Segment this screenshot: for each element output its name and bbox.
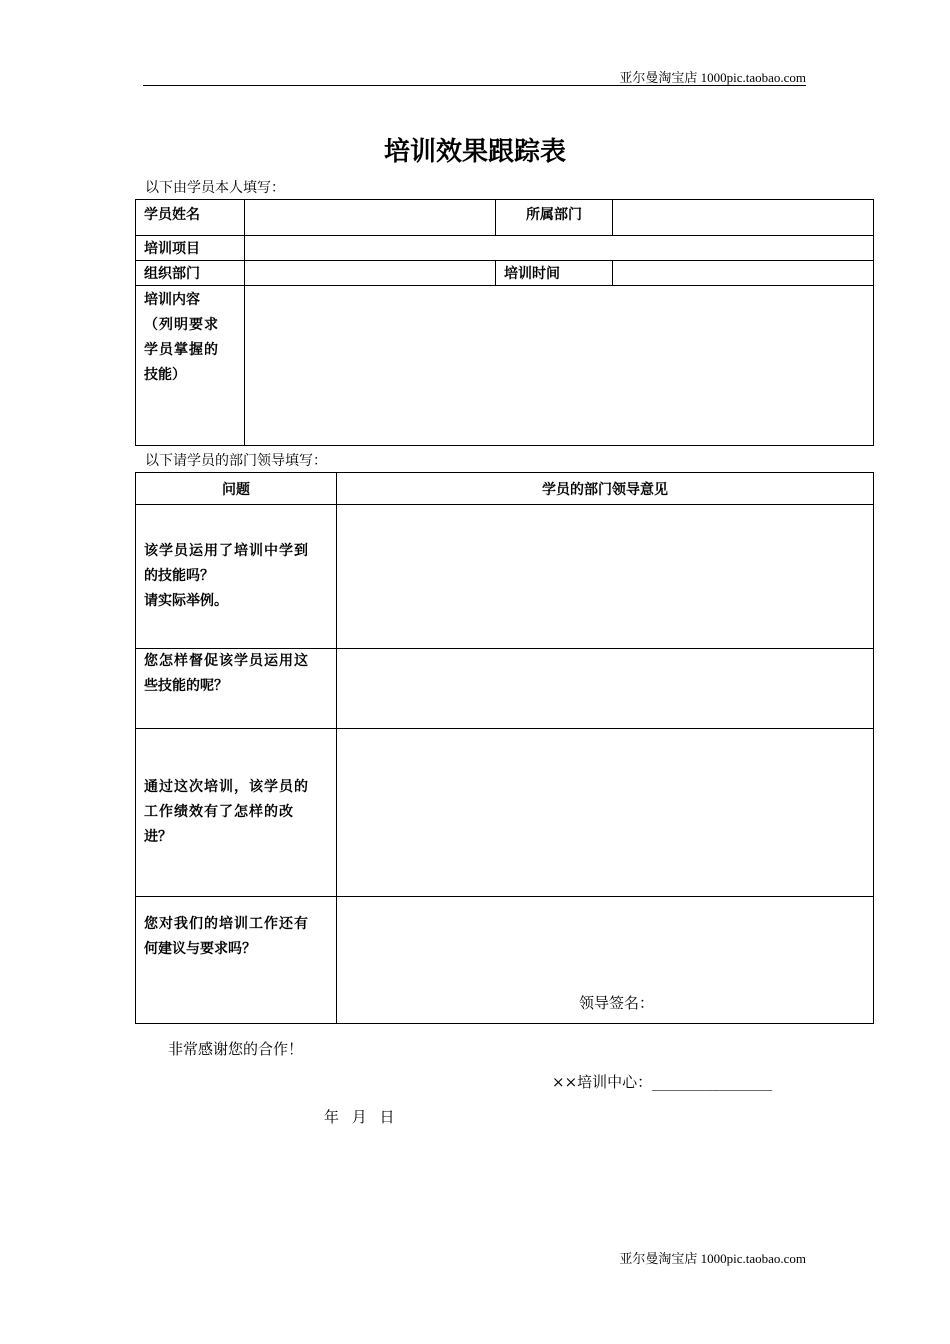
- question-4: [136, 897, 337, 1024]
- department-label: 所属部门: [496, 200, 613, 236]
- footer-shop-text: 亚尔曼淘宝店 1000pic.taobao.com: [619, 1251, 806, 1266]
- training-content-field[interactable]: [245, 286, 874, 446]
- header-shop-text: 亚尔曼淘宝店 1000pic.taobao.com: [619, 70, 806, 85]
- training-time-field[interactable]: [613, 261, 874, 286]
- answer-1-field[interactable]: [337, 505, 874, 649]
- training-project-label: 培训项目: [136, 236, 245, 261]
- student-name-field[interactable]: [245, 200, 496, 236]
- section1-note: 以下由学员本人填写：: [145, 180, 285, 196]
- training-time-label: 培训时间: [496, 261, 613, 286]
- question-1: [136, 505, 337, 649]
- question-line: 您怎样督促该学员运用这: [144, 653, 309, 669]
- student-name-label: 学员姓名: [136, 200, 245, 236]
- organizing-dept-field[interactable]: [245, 261, 496, 286]
- page-title: 培训效果跟踪表: [383, 137, 566, 167]
- training-project-field[interactable]: [245, 236, 874, 261]
- question-column-header: 问题: [136, 473, 337, 505]
- question-3: [136, 729, 337, 897]
- question-line: 工作绩效有了怎样的改: [144, 804, 294, 820]
- question-line: 的技能吗？: [144, 568, 214, 584]
- date-line: 年 月 日: [324, 1108, 395, 1126]
- training-content-label: [136, 286, 245, 446]
- section2-note: 以下请学员的部门领导填写：: [145, 453, 327, 469]
- student-info-table: [135, 199, 874, 446]
- leader-sign-label: 领导签名：: [579, 994, 655, 1012]
- question-line: 通过这次培训，该学员的: [144, 779, 309, 795]
- opinion-column-header: 学员的部门领导意见: [337, 473, 874, 505]
- question-line: 您对我们的培训工作还有: [144, 916, 309, 932]
- question-2: [136, 649, 337, 729]
- training-content-label-line: （列明要求: [144, 317, 219, 333]
- header-divider: [143, 85, 806, 86]
- training-content-label-line: 技能）: [144, 367, 186, 383]
- question-line: 进？: [144, 829, 172, 845]
- question-line: 该学员运用了培训中学到: [144, 543, 309, 559]
- question-line: 些技能的呢？: [144, 678, 228, 694]
- question-line: 请实际举例。: [144, 593, 228, 609]
- answer-4-field[interactable]: [337, 897, 874, 1024]
- training-center-sign: ××培训中心：________________: [552, 1073, 773, 1091]
- answer-3-field[interactable]: [337, 729, 874, 897]
- thanks-text: 非常感谢您的合作！: [168, 1040, 304, 1058]
- department-field[interactable]: [613, 200, 874, 236]
- answer-2-field[interactable]: [337, 649, 874, 729]
- training-content-label-line: 学员掌握的: [144, 342, 219, 358]
- question-line: 何建议与要求吗？: [144, 941, 256, 957]
- organizing-dept-label: 组织部门: [136, 261, 245, 286]
- leader-feedback-table: [135, 472, 874, 1024]
- training-content-label-line: 培训内容: [144, 292, 200, 308]
